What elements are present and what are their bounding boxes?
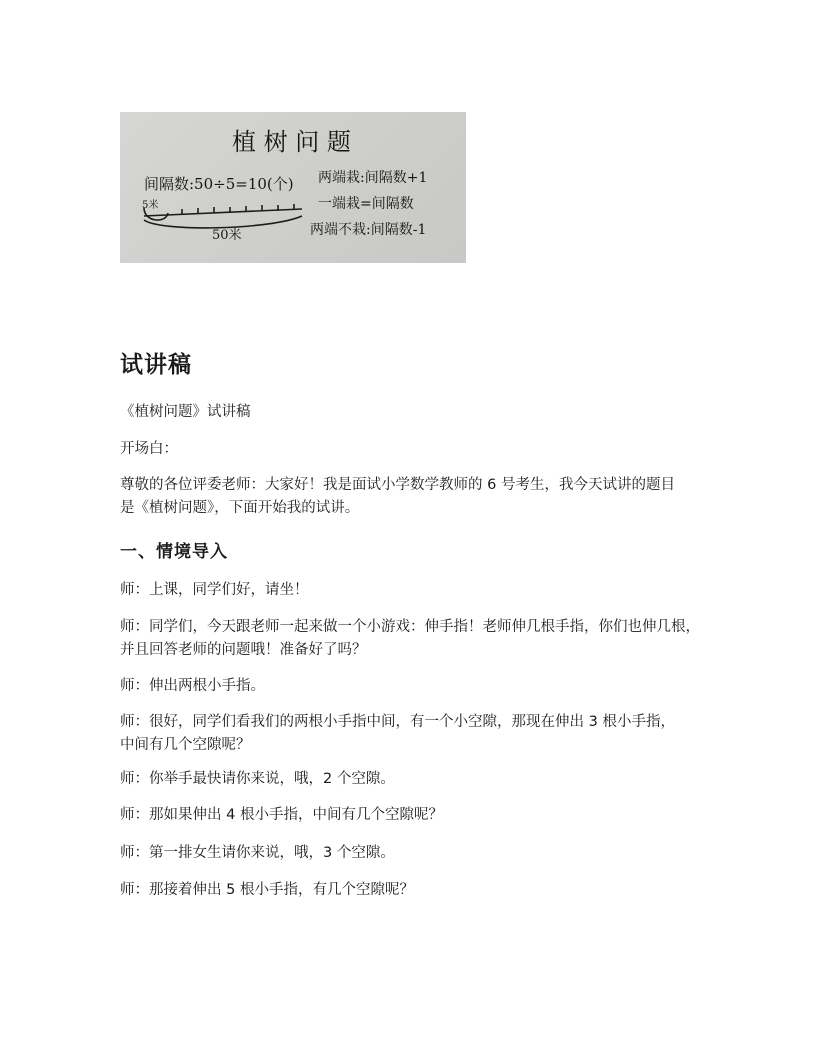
handwritten-notes-drawing	[120, 112, 466, 263]
dialogue-line: 师：上课，同学们好，请坐！	[120, 582, 309, 598]
dialogue-line: 师：那如果伸出 4 根小手指，中间有几个空隙呢？	[120, 807, 443, 823]
dialogue-line: 师：你举手最快请你来说，哦，2 个空隙。	[120, 771, 395, 787]
opening-paragraph: 尊敬的各位评委老师：大家好！我是面试小学数学教师的 6 号考生，我今天试讲的题目是《植树问题》，下面开始我的试讲。	[120, 477, 675, 516]
photo-rule-3: 两端不栽:间隔数-1	[310, 222, 427, 238]
dialogue-line: 师：那接着伸出 5 根小手指，有几个空隙呢？	[120, 882, 414, 898]
photo-heading: 植 树 问 题	[232, 128, 351, 156]
section-heading-scenario: 一、情境导入	[120, 542, 228, 562]
photo-segment-label: 5米	[142, 200, 159, 211]
dialogue-line: 师：第一排女生请你来说，哦，3 个空隙。	[120, 845, 395, 861]
dialogue-line: 师：伸出两根小手指。	[120, 678, 265, 694]
dialogue-line: 师：很好，同学们看我们的两根小手指中间，有一个小空隙，那现在伸出 3 根小手指，中间有几个空隙呢？	[120, 714, 675, 753]
handwritten-notes-photo	[120, 112, 466, 263]
photo-rule-2: 一端栽=间隔数	[318, 196, 414, 212]
number-line	[144, 204, 302, 228]
photo-formula: 间隔数:50÷5=10(个)	[144, 175, 294, 193]
document-subtitle: 《植树问题》试讲稿	[120, 404, 251, 420]
document-title: 试讲稿	[120, 352, 192, 378]
total-brace	[144, 216, 302, 228]
photo-rule-1: 两端栽:间隔数+1	[318, 170, 428, 186]
photo-length-label: 50米	[212, 228, 242, 243]
opening-label: 开场白：	[120, 441, 178, 457]
dialogue-line: 师：同学们，今天跟老师一起来做一个小游戏：伸手指！老师伸几根手指，你们也伸几根，并且回答老师的问题哦！准备好了吗？	[120, 619, 700, 658]
